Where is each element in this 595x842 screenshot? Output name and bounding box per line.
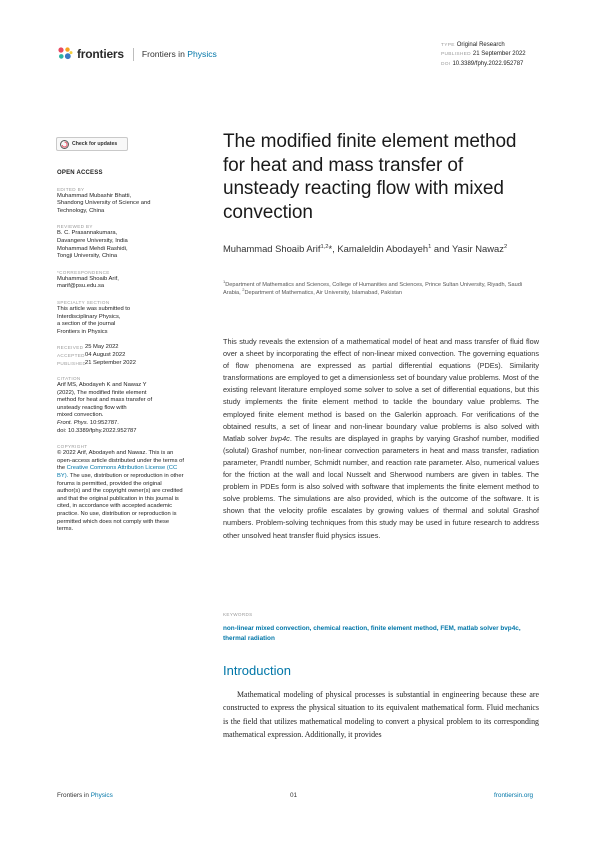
sidebar-published-date: PUBLISHED 21 September 2022 — [57, 359, 136, 366]
introduction-text: Mathematical modeling of physical processes is substantial in engineering because these are constructed to express the physical situation to its equivalent mathematical form. Fluid mechanics is the field that utilizes mathematical modeling to convert a physical problem to its corresponding mathematical expression. Additionally, it provides — [223, 690, 539, 740]
frontiers-logo-icon — [57, 46, 73, 62]
doi: DOI 10.3389/fphy.2022.952787 — [441, 60, 524, 67]
article-title: The modified finite element method for heat and mass transfer of unsteady reacting flow with mixed convection — [223, 131, 517, 223]
author-nawaz[interactable]: Yasir Nawaz — [452, 243, 504, 254]
author-list: Muhammad Shoaib Arif$^{1,2}$*, Kamaleldin Abodayeh$^1$ and Yasir Nawaz$^2$ — [223, 243, 508, 254]
logo-divider — [133, 48, 134, 61]
author-arif[interactable]: Muhammad Shoaib Arif — [223, 243, 321, 254]
specialty-section: SPECIALTY SECTION This article was submitted to Interdisciplinary Physics, a section of the journal Frontiers in Physics — [57, 299, 131, 335]
open-access-label: OPEN ACCESS — [57, 170, 103, 176]
edited-by: EDITED BY Muhammad Mubashir Bhatti, Shandong University of Science and Technology, China — [57, 186, 151, 214]
check-for-updates-button[interactable] — [56, 137, 128, 151]
footer-site-link[interactable]: frontiersin.org — [494, 792, 534, 799]
correspondence: *CORRESPONDENCE Muhammad Shoaib Arif, marif@psu.edu.sa — [57, 269, 185, 291]
keywords[interactable]: non-linear mixed convection, chemical reaction, finite element method, FEM, matlab solver bvp4c, thermal radiation — [223, 625, 521, 642]
abstract: This study reveals the extension of a mathematical model of heat and mass transfer of fluid flow over a sheet by incorporating the effect of non-linear mixed convection. The governing equations of flow phenomena are expressed as partial differential equations (PDEs). Similarity transformations are employed to get a dimensionless set of boundary value problems. Most of the existing relevant literature employed some solver to solve a set of differential equations, but this study implements the finite element method to tackle the boundary value problems. The employed finite element method is based on the Galerkin approach. For verifications of the obtained results, a set of linear and non-linear boundary value problems is also solved with Matlab solver bvp4c. The results are displayed in graphs by varying Grashof number, modified (solutal) Grashof number, non-linear convection parameters in heat and mass transfer, radiation parameter, Prandtl number, Schmidt number, and reaction rate parameter. Also, numerical values for the friction at the wall and local Nusselt and Sherwood numbers are given in tables. The problem in PDEs form is also solved with software that implements the finite element method to solve problems. The simulations are also provided, which is the outcome of the software. It is shown that the velocity profile escalates by growing values of thermal and solutal Grashof numbers. Problem-solving techniques from this study may be used in future research to address other unsolved heat transfer fluid physics issues. — [223, 337, 540, 540]
reviewed-by: REVIEWED BY B. C. Prasannakumara, Davangere University, India Mohammad Mehdi Rashidi, Tongji University, China — [57, 224, 128, 260]
author-abodayeh[interactable]: Kamaleldin Abodayeh — [337, 243, 429, 254]
frontiers-logo[interactable] — [57, 46, 217, 62]
published-date: PUBLISHED 21 September 2022 — [441, 51, 526, 58]
introduction-heading: Introduction — [223, 663, 291, 678]
check-for-updates-label: Check for updates — [72, 141, 118, 147]
journal-name: Frontiers in Physics — [141, 49, 217, 59]
accepted-date: ACCEPTED 04 August 2022 — [57, 351, 126, 358]
affiliations: $^1$Department of Mathematics and Sciences, College of Humanities and Sciences, Prince Sultan University, Riyadh, Saudi Arabia, $^2$Department of Mathematics, Air University, Islamabad, Pakistan — [223, 279, 523, 297]
brand-name: frontiers — [77, 47, 124, 61]
email-link[interactable]: marif@psu.edu.sa — [57, 283, 105, 290]
keywords-label: KEYWORDS — [223, 612, 253, 617]
copyright: COPYRIGHT © 2022 Arif, Abodayeh and Nawaz. This is an open-access article distributed under the terms of the Creative Commons Attribution License (CC BY). The use, distribution or reproduction in other forums is permitted, provided the original author(s) and the copyright owner(s) are credited and that the original publication in this journal is cited, in accordance with accepted academic practice. No use, distribution or reproduction is permitted which does not comply with these terms. — [57, 444, 184, 533]
article-type: TYPE Original Research — [441, 42, 505, 48]
citation-doi[interactable]: doi: 10.3389/fphy.2022.952787 — [57, 427, 137, 434]
check-for-updates-icon — [60, 140, 69, 149]
cc-by-license-link[interactable]: Creative Commons Attribution License (CC BY). — [57, 465, 178, 480]
doi-link[interactable]: 10.3389/fphy.2022.952787 — [452, 60, 524, 67]
page-number: 01 — [290, 792, 298, 799]
footer-journal: Frontiers in Physics — [57, 792, 113, 799]
sidebar — [57, 170, 185, 542]
article-meta — [441, 41, 526, 69]
dates — [57, 344, 185, 367]
received-date: RECEIVED 25 May 2022 — [57, 344, 119, 351]
citation: CITATION Arif MS, Abodayeh K and Nawaz Y (2022), The modified finite element method for heat and mass transfer of unsteady reacting flow with mixed convection. Front. Phys. 10:952787. doi: 10.3389/fphy.2022.952787 — [57, 375, 185, 435]
